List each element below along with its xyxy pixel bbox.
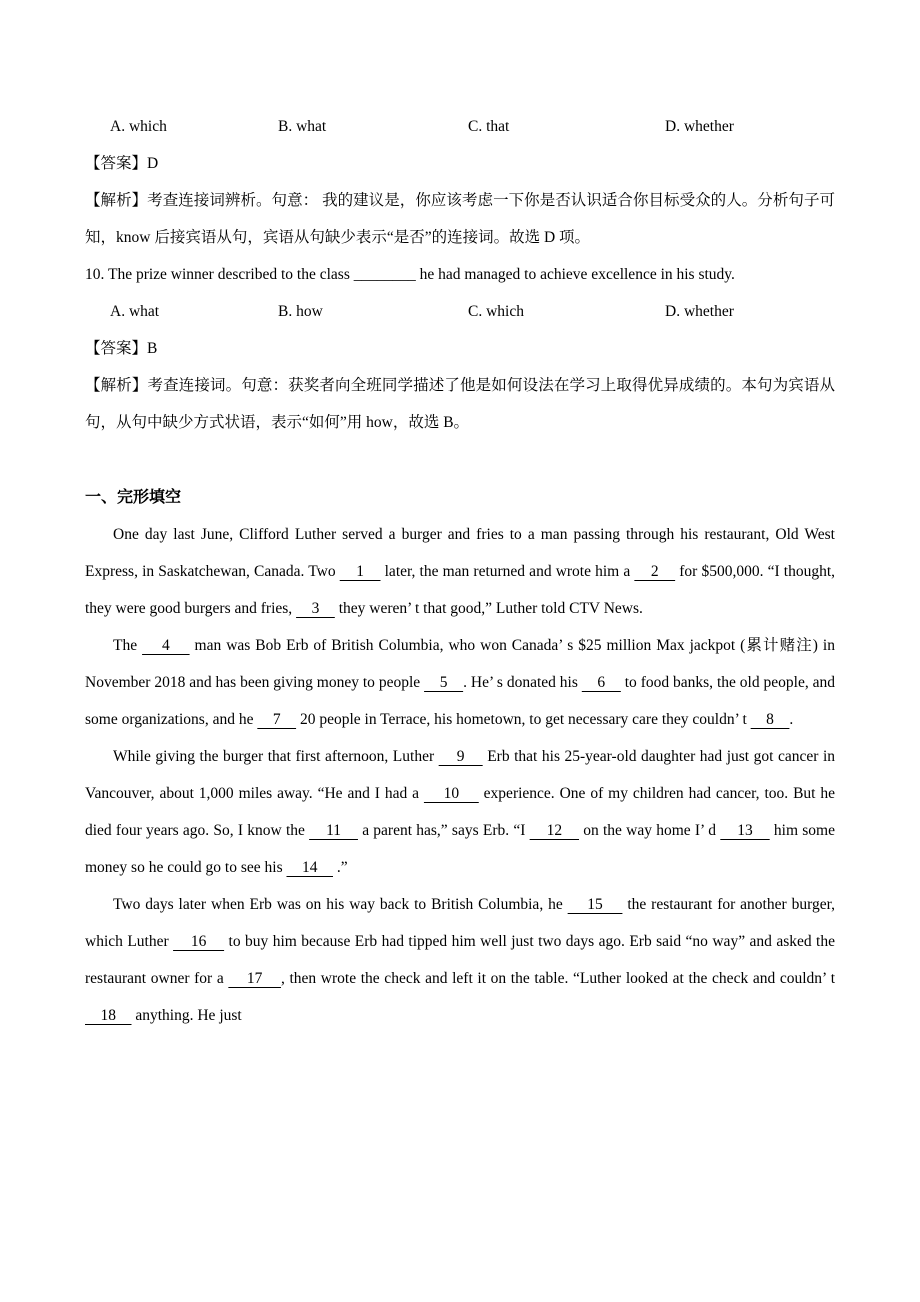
- text-segment: . He’ s donated his: [463, 674, 582, 691]
- text-segment: him some money so he could go to see his: [85, 822, 835, 876]
- text-segment: to food banks, the old people, and some organizations, and he: [85, 674, 836, 728]
- cloze-blank-18: 18: [85, 1007, 132, 1024]
- text-segment: While giving the burger that first afternoon, Luther: [113, 748, 439, 765]
- cloze-blank-10: 10: [423, 785, 479, 802]
- q10-analysis: 【解析】考查连接词。句意：获奖者向全班同学描述了他是如何设法在学习上取得优异成绩的。本句为宾语从句，从句中缺少方式状语，表示“如何”用 how，故选 B。: [85, 377, 835, 431]
- text-segment: a parent has,” says Erb. “I: [357, 822, 530, 839]
- cloze-paragraph-4: [85, 886, 835, 1034]
- cloze-paragraph-1: [85, 516, 835, 627]
- cloze-blank-12: 12: [529, 822, 580, 839]
- text-segment: anything. He just: [131, 1007, 242, 1024]
- text-segment: on the way home I’ d: [579, 822, 721, 839]
- cloze-blank-2: 2: [634, 563, 676, 580]
- q10-option-a: A. what: [110, 303, 160, 320]
- q9-options-row: [85, 108, 835, 145]
- text-segment: they weren’ t that good,” Luther told CTV News.: [334, 600, 643, 617]
- q10-options-row: [85, 293, 835, 330]
- cloze-blank-1: 1: [339, 563, 381, 580]
- q9-option-a: A. which: [110, 118, 167, 135]
- q10-option-b: B. how: [278, 303, 323, 320]
- cloze-paragraph-3: [85, 738, 835, 886]
- cloze-blank-14: 14: [286, 859, 333, 876]
- cloze-blank-3: 3: [296, 600, 335, 617]
- text-segment: Erb that his 25-year-old daughter had just got cancer in Vancouver, about 1,000 miles away. “He and I had a: [85, 748, 835, 802]
- cloze-section-heading: 一、完形填空: [85, 489, 182, 506]
- cloze-blank-5: 5: [424, 674, 464, 691]
- q10-stem: 10. The prize winner described to the class ________ he had managed to achieve excellence in his study.: [85, 266, 735, 283]
- text-segment: the restaurant for another burger, which Luther: [85, 896, 835, 950]
- text-segment: for $500,000. “I thought, they were good burgers and fries,: [85, 563, 836, 617]
- text-segment: .: [789, 711, 794, 728]
- cloze-blank-16: 16: [173, 933, 225, 950]
- cloze-blank-15: 15: [567, 896, 623, 913]
- q9-option-d: D. whether: [665, 118, 734, 135]
- cloze-blank-8: 8: [750, 711, 790, 728]
- cloze-paragraph-2: [85, 627, 835, 738]
- q9-analysis: 【解析】考查连接词辨析。句意： 我的建议是，你应该考虑一下你是否认识适合你目标受众的人。分析句子可知，know 后接宾语从句，宾语从句缺少表示“是否”的连接词。故选 D 项。: [85, 192, 835, 246]
- text-segment: , then wrote the check and left it on the table. “Luther looked at the check and couldn’ t: [280, 970, 835, 987]
- q9-option-c: C. that: [468, 118, 510, 135]
- q9-answer-line: 【答案】D: [85, 155, 159, 172]
- q10-option-c: C. which: [468, 303, 524, 320]
- q9-option-b: B. what: [278, 118, 327, 135]
- text-segment: to buy him because Erb had tipped him well just two days ago. Erb said “no way” and asked the restaurant owner for a: [85, 933, 835, 987]
- text-segment: The: [113, 637, 143, 654]
- cloze-blank-11: 11: [309, 822, 358, 839]
- text-segment: man was Bob Erb of British Columbia, who won Canada’ s $25 million Max jackpot (累计赌注) in November 2018 and has been giving money to people: [85, 637, 835, 691]
- q10-option-d: D. whether: [665, 303, 734, 320]
- text-segment: One day last June, Clifford Luther served a burger and fries to a man passing through his restaurant, Old West Express, in Saskatchewan, Canada. Two: [85, 526, 835, 580]
- cloze-blank-17: 17: [228, 970, 281, 987]
- q10-answer-line: 【答案】B: [85, 340, 158, 357]
- cloze-blank-9: 9: [438, 748, 483, 765]
- cloze-blank-4: 4: [142, 637, 190, 654]
- text-segment: 20 people in Terrace, his hometown, to get necessary care they couldn’ t: [296, 711, 751, 728]
- text-segment: later, the man returned and wrote him a: [380, 563, 635, 580]
- text-segment: .”: [332, 859, 348, 876]
- cloze-blank-7: 7: [257, 711, 297, 728]
- text-segment: experience. One of my children had cancer, too. But he died four years ago. So, I know the: [85, 785, 836, 839]
- cloze-blank-13: 13: [720, 822, 770, 839]
- cloze-blank-6: 6: [581, 674, 621, 691]
- text-segment: Two days later when Erb was on his way back to British Columbia, he: [113, 896, 568, 913]
